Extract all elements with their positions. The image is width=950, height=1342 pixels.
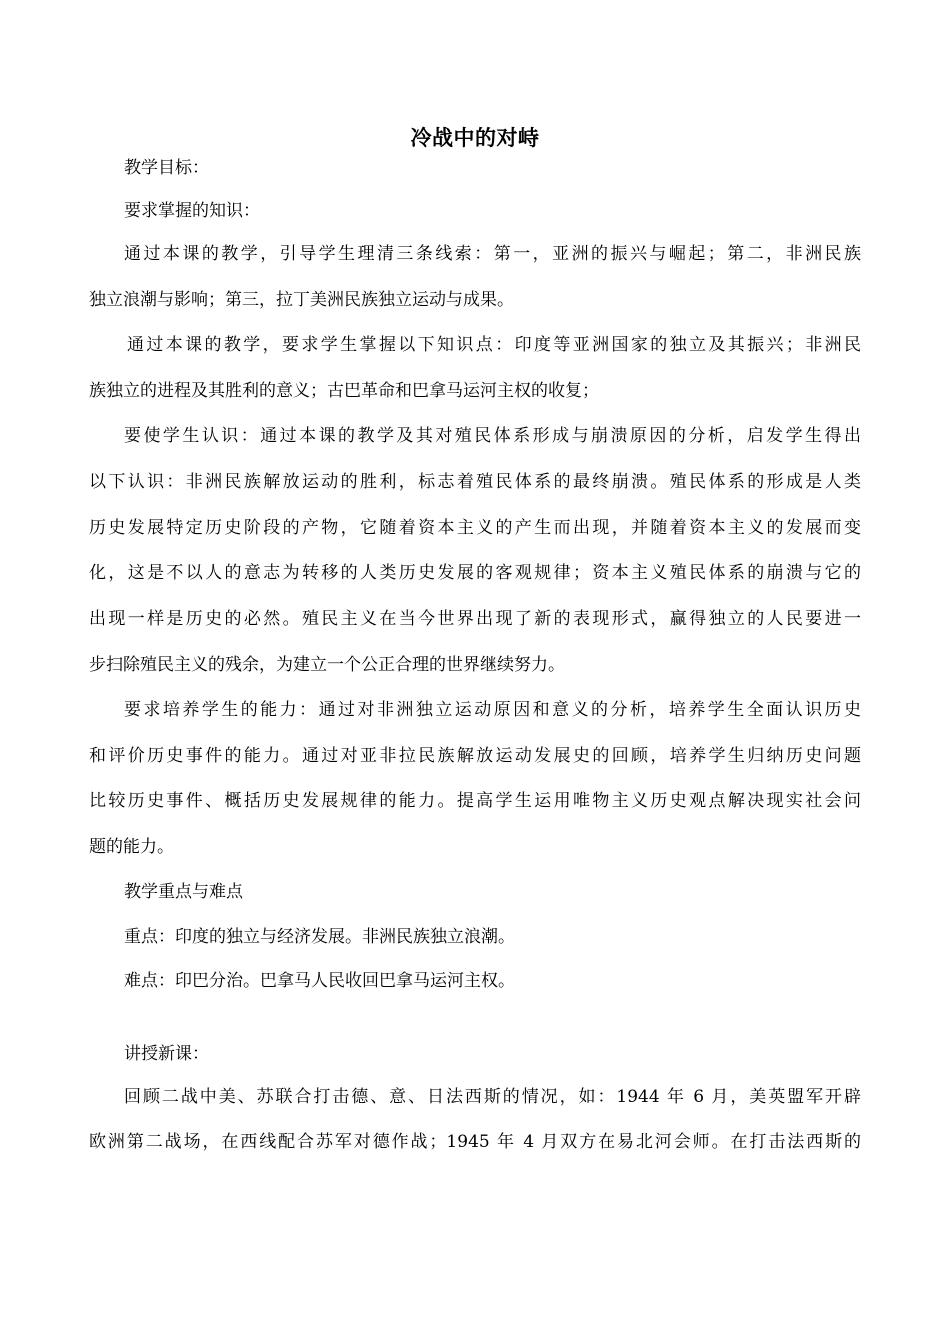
heading-required-knowledge: 要求掌握的知识： [124,201,260,221]
paragraph-line: 通过本课的教学，引导学生理清三条线索：第一，亚洲的振兴与崛起；第二，非洲民族 [124,244,861,264]
paragraph-line: 以下认识：非洲民族解放运动的胜利，标志着殖民体系的最终崩溃。殖民体系的形成是人类 [89,472,861,492]
paragraph-line: 独立浪潮与影响；第三，拉丁美洲民族独立运动与成果。 [89,290,514,310]
key-point-line: 重点：印度的独立与经济发展。非洲民族独立浪潮。 [124,927,515,947]
paragraph-line: 历史发展特定历史阶段的产物，它随着资本主义的产生而出现，并随着资本主义的发展而变 [89,518,861,538]
difficult-point-line: 难点：印巴分治。巴拿马人民收回巴拿马运河主权。 [124,971,515,991]
paragraph-line: 步扫除殖民主义的残余，为建立一个公正合理的世界继续努力。 [89,655,565,675]
paragraph-line: 要求培养学生的能力：通过对非洲独立运动原因和意义的分析，培养学生全面认识历史 [124,700,861,720]
paragraph-line: 回顾二战中美、苏联合打击德、意、日法西斯的情况，如：1944 年 6 月，美英盟军开辟 [124,1087,861,1107]
heading-teaching-goals: 教学目标： [124,158,209,178]
paragraph-line: 和评价历史事件的能力。通过对亚非拉民族解放运动发展史的回顾，培养学生归纳历史问题 [89,746,861,766]
paragraph-line: 要使学生认识：通过本课的教学及其对殖民体系形成与崩溃原因的分析，启发学生得出 [124,426,861,446]
paragraph-line: 欧洲第二战场，在西线配合苏军对德作战；1945 年 4 月双方在易北河会师。在打击法西斯的 [89,1132,861,1152]
paragraph-line: 族独立的进程及其胜利的意义；古巴革命和巴拿马运河主权的收复； [89,381,599,401]
document-title: 冷战中的对峙 [410,126,540,150]
paragraph-line: 化，这是不以人的意志为转移的人类历史发展的客观规律；资本主义殖民体系的崩溃与它的 [89,563,861,583]
paragraph-line: 出现一样是历史的必然。殖民主义在当今世界出现了新的表现形式，赢得独立的人民要进一 [89,609,861,629]
paragraph-line: 题的能力。 [89,837,174,857]
paragraph-line: 通过本课的教学，要求学生掌握以下知识点：印度等亚洲国家的独立及其振兴；非洲民 [127,335,861,355]
heading-key-points: 教学重点与难点 [124,882,243,902]
paragraph-line: 比较历史事件、概括历史发展规律的能力。提高学生运用唯物主义历史观点解决现实社会问 [89,791,861,811]
heading-new-lesson: 讲授新课： [124,1044,209,1064]
